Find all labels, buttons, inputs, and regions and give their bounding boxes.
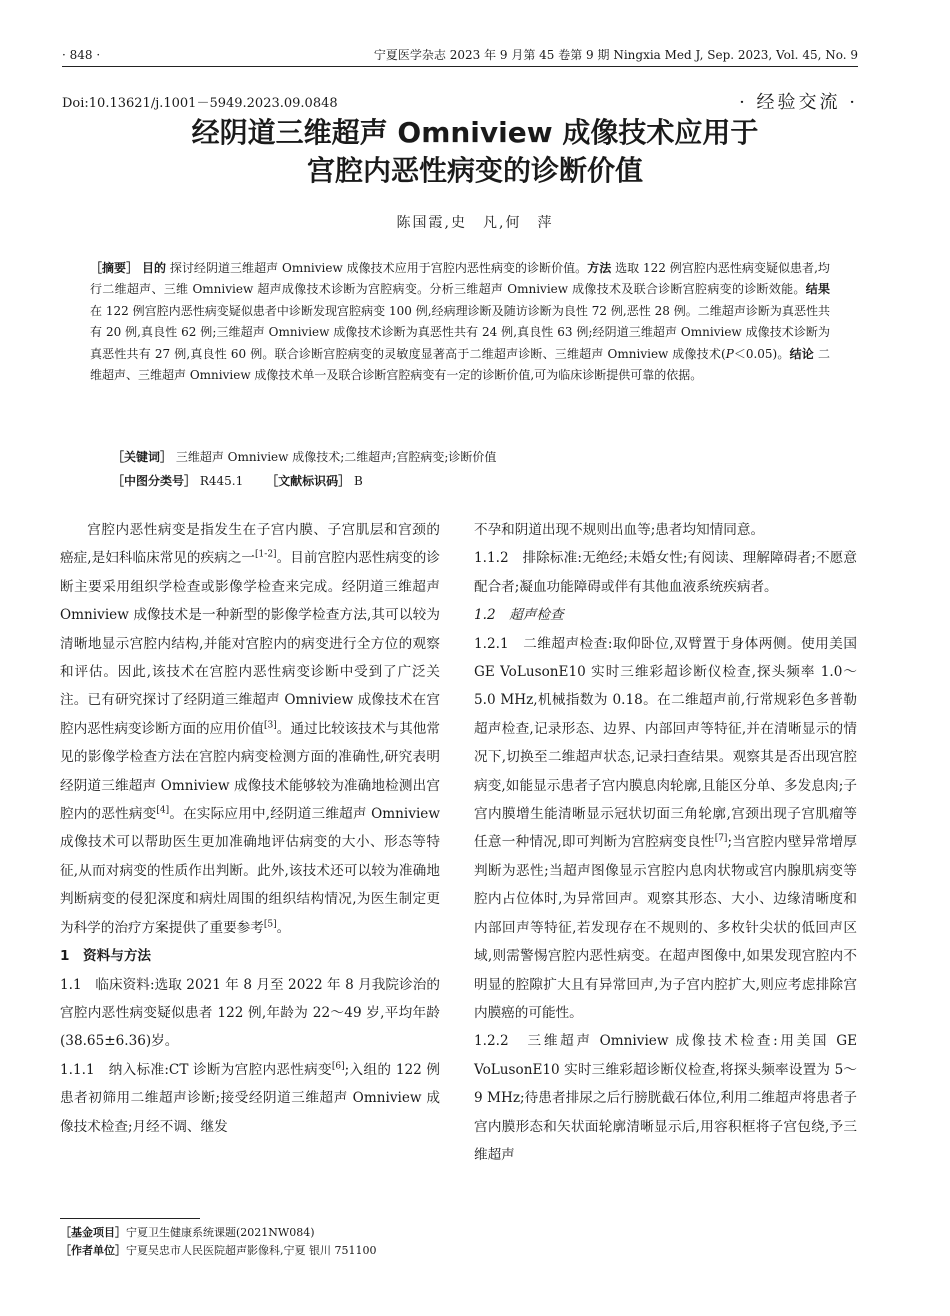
results-text: 在 122 例宫腔内恶性病变疑似患者中诊断发现宫腔病变 100 例,经病理诊断及随访诊断为良性 72 例,恶性 28 例。二维超声诊断为真恶性共有 20 例,真良性 62 例;三维超声 Omniview 成像技术诊断为真恶性共有 24 例,真良性 63 例;经阴道三维超声 Omniview 成像技术诊断为真恶性共有 27 例,真良性 60 例。联合诊断宫腔病变的灵敏度显著高于二维超声诊断、三维超声 Omniview 成像技术(	[90, 303, 830, 361]
results-label: 结果	[805, 282, 830, 297]
funding-text: 宁夏卫生健康系统课题(2021NW084)	[126, 1226, 315, 1239]
keywords-text: 三维超声 Omniview 成像技术;二维超声;宫腔病变;诊断价值	[175, 450, 497, 464]
abstract	[90, 258, 830, 386]
abstract-label: ［摘要］	[90, 261, 139, 275]
header-rule	[62, 66, 858, 67]
keywords-label: ［关键词］	[112, 450, 173, 464]
intro-text-3: 。通过比较该技术与其他常见的影像学检查方法在宫腔内病变检测方面的准确性,研究表明经阴道三维超声 Omniview 成像技术能够较为准确地检测出宫腔内的恶性病变	[60, 720, 441, 823]
results-text-end: ＜0.05)。	[733, 346, 790, 361]
continued-text: 不孕和阴道出现不规则出血等;患者均知情同意。	[474, 522, 765, 538]
p-value-symbol: P	[725, 346, 734, 361]
citation-7: [7]	[714, 833, 728, 844]
affiliation-label: ［作者单位］	[60, 1244, 126, 1257]
section-1-2-heading: 1.2 超声检查	[474, 607, 564, 624]
2d-ultrasound-text-2: ;当宫腔内壁异常增厚判断为恶性;当超声图像显示宫腔内息肉状物或宫内腺肌病变等腔内占位体时,为异常回声。观察其形态、大小、边缘清晰度和内部回声等特征,若发现存在不规则的、多枚针尖状的低回声区域,则需警惕宫腔内恶性病变。在超声图像中,如果发现宫腔内不明显的腔隙扩大且有异常回声,为子宫内腔扩大,则应考虑排除宫内膜癌的可能性。	[474, 834, 857, 1021]
funding-note	[60, 1224, 450, 1242]
section-tag: · 经验交流 ·	[739, 92, 858, 113]
authors: 陈国霞,史 凡,何 萍	[396, 215, 554, 231]
citation-6: [6]	[331, 1061, 345, 1072]
intro-text-2: 。目前宫腔内恶性病变的诊断主要采用组织学检查或影像学检查来完成。经阴道三维超声 Omniview 成像技术是一种新型的影像学检查方法,其可以较为清晰地显示宫腔内结构,并能对宫腔内的病变进行全方位的观察和评估。因此,该技术在宫腔内恶性病变诊断中受到了广泛关注。已有研究探讨了经阴道三维超声 Omniview 成像技术在宫腔内恶性病变诊断方面的应用价值	[60, 550, 441, 737]
affiliation-note	[60, 1242, 450, 1260]
classification	[112, 472, 363, 489]
section-1-1-2: 1.1.2 排除标准:无绝经;未婚女性;有阅读、理解障碍者;不愿意配合者;凝血功能障碍或伴有其他血液系统疾病者。	[474, 550, 857, 595]
section-1-1: 1.1 临床资料:选取 2021 年 8 月至 2022 年 8 月我院诊治的宫腔内恶性病变疑似患者 122 例,年龄为 22～49 岁,平均年龄(38.65±6.36)岁。	[60, 976, 440, 1050]
doc-code-label: ［文献标识码］	[266, 474, 351, 488]
affiliation-text: 宁夏吴忠市人民医院超声影像科,宁夏 银川 751100	[126, 1244, 377, 1257]
title-line-2: 宫腔内恶性病变的诊断价值	[306, 154, 643, 187]
clc-label: ［中图分类号］	[112, 474, 197, 488]
citation-3: [3]	[264, 720, 277, 731]
citation-1-2: [1-2]	[255, 549, 277, 560]
page-number: · 848 ·	[62, 48, 101, 62]
inclusion-text-2: ;入组的 122 例患者初筛用二维超声诊断;接受经阴道三维超声 Omniview 成像技术检查;月经不调、继发	[60, 1061, 440, 1135]
objective-text: 探讨经阴道三维超声 Omniview 成像技术应用于宫腔内恶性病变的诊断价值。	[169, 261, 588, 275]
article-title	[150, 114, 800, 190]
objective-label: 目的	[141, 261, 167, 275]
conclusion-label: 结论	[789, 346, 814, 361]
section-1-2-1	[474, 630, 857, 1028]
2d-ultrasound-text-1: 1.2.1 二维超声检查:取仰卧位,双臂置于身体两侧。使用美国 GE VoLusonE10 实时三维彩超诊断仪检查,探头频率 1.0～5.0 MHz,机械指数为 0.18。在二维超声前,行常规彩色多普勒超声检查,记录形态、边界、内部回声等特征,并在清晰显示的情况下,切换至二维超声状态,记录扫查结果。观察其是否出现宫腔病变,如能显示患者子宫内膜息肉轮廓,且能区分单、多发息肉;子宫内膜增生能清晰显示冠状切面三角轮廓,宫颈出现子宫肌瘤等任意一种情况,即可判断为宫腔病变良性	[474, 635, 857, 851]
section-1-1-1	[60, 1056, 440, 1141]
inclusion-text-1: 1.1.1 纳入标准:CT 诊断为宫腔内恶性病变	[60, 1061, 332, 1078]
section-1-2-2: 1.2.2 三维超声 Omniview 成像技术检查:用美国 GE VoLusonE10 实时三维彩超诊断仪检查,将探头频率设置为 5～9 MHz;待患者排尿之后行膀胱截石体位,利用二维超声将患者子宫内膜形态和矢状面轮廓清晰显示后,用容积框将子宫包绕,予三维超声	[474, 1033, 857, 1163]
keywords	[112, 448, 496, 465]
doi: Doi:10.13621/j.1001－5949.2023.09.0848	[62, 96, 338, 111]
citation-4: [4]	[156, 805, 170, 816]
doc-code: B	[353, 474, 363, 488]
left-column	[60, 516, 440, 1141]
clc-code: R445.1	[199, 474, 244, 488]
conclusion-text: 二维超声、三维超声 Omniview 成像技术单一及联合诊断宫腔病变有一定的诊断价值,可为临床诊断提供可靠的依据。	[90, 346, 830, 383]
footnote-rule	[60, 1218, 200, 1219]
footnotes	[60, 1224, 450, 1260]
intro-text-5: 。	[276, 919, 291, 936]
methods-label: 方法	[587, 261, 612, 275]
intro-text-1: 宫腔内恶性病变是指发生在子宫内膜、子宫肌层和宫颈的癌症,是妇科临床常见的疾病之一	[60, 522, 440, 567]
running-header	[62, 44, 858, 66]
journal-citation: 宁夏医学杂志 2023 年 9 月第 45 卷第 9 期 Ningxia Med J, Sep. 2023, Vol. 45, No. 9	[373, 48, 858, 62]
title-line-1: 经阴道三维超声 Omniview 成像技术应用于	[191, 116, 759, 149]
intro-text-4: 。在实际应用中,经阴道三维超声 Omniview 成像技术可以帮助医生更加准确地评估病变的大小、形态等特征,从而对病变的性质作出判断。此外,该技术还可以较为准确地判断病变的侵犯深度和病灶周围的组织结构情况,为医生制定更为科学的治疗方案提供了重要参考	[60, 806, 440, 936]
methods-text: 选取 122 例宫腔内恶性病变疑似患者,均行二维超声、三维 Omniview 超声成像技术诊断为宫腔病变。分析三维超声 Omniview 成像技术及联合诊断宫腔病变的诊断效能。	[90, 261, 830, 297]
right-column	[474, 516, 857, 1169]
funding-label: ［基金项目］	[60, 1226, 126, 1239]
section-1-heading: 1 资料与方法	[60, 948, 152, 965]
citation-5: [5]	[263, 919, 277, 930]
intro-paragraph	[60, 516, 440, 942]
